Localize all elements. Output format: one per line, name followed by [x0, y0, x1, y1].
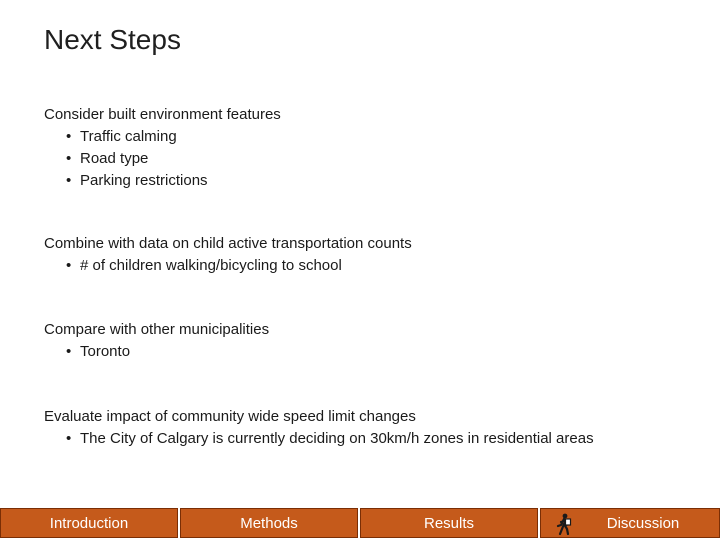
bullet-item: • Traffic calming	[44, 126, 281, 148]
tab-introduction[interactable]	[0, 508, 178, 538]
bullet-item: • Parking restrictions	[44, 170, 281, 192]
bullet-item: • Toronto	[44, 341, 269, 363]
section-heading: Combine with data on child active transportation counts	[44, 235, 412, 252]
section-heading: Compare with other municipalities	[44, 321, 270, 338]
bullet-item: • The City of Calgary is currently deciding on 30km/h zones in residential areas	[44, 428, 594, 450]
section-built-environment	[44, 104, 281, 192]
tab-results[interactable]	[360, 508, 538, 538]
bullet-item: • # of children walking/bicycling to school	[44, 255, 412, 277]
bullet-list	[44, 126, 281, 192]
tab-label: Introduction	[49, 514, 129, 532]
tab-label: Methods	[240, 514, 298, 532]
bullet-list	[44, 255, 412, 277]
tab-label: Results	[423, 514, 475, 532]
bottom-navigation	[0, 508, 720, 538]
bullet-list	[44, 341, 269, 363]
section-child-transportation	[44, 233, 412, 277]
section-heading: Consider built environment features	[44, 106, 281, 123]
walking-person-icon	[555, 513, 573, 535]
tab-methods[interactable]	[180, 508, 358, 538]
section-heading: Evaluate impact of community wide speed limit changes	[44, 408, 416, 425]
section-speed-limit	[44, 406, 594, 450]
tab-label: Discussion	[606, 514, 680, 532]
bullet-item: • Road type	[44, 148, 281, 170]
slide-title: Next Steps	[44, 24, 181, 55]
bullet-list	[44, 428, 594, 450]
tab-discussion[interactable]	[540, 508, 720, 538]
section-municipalities	[44, 319, 269, 363]
